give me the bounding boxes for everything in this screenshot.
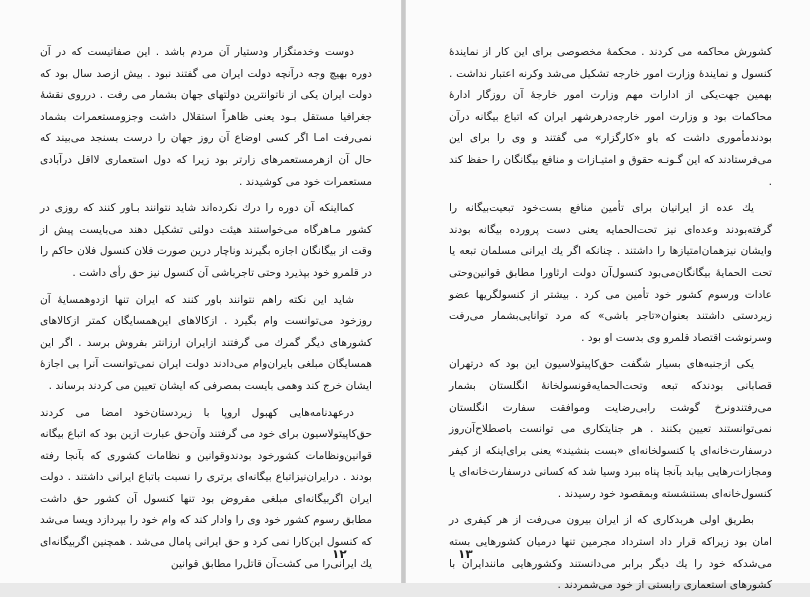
left-page-number: ۱۲ (332, 547, 347, 561)
left-paragraph-1: دوست وخدمتگزار ودستیار آن مردم باشد . این صفاتیست که در آن دوره بهیچ وجه درآنچه دولت ایران می گفتند نبود . بیش ازصد سال بود که دولت ایران یکی از ناتوانترین دولتهای جهان بشمار می رفت . درروی نقشهٔ جغرافیا مستقل بـود یعنی ظاهراً استقلال داشت وجزومستعمرات بشماد نمی‌رفت امـا اگر کسی اوضاع آن روز جهان را درست بسنجد می‌بیند که حال آن ازهرمستعمرهای زارتر بود زیرا که دول استعماری لااقل درآبادی مستعمرات خود می کوشیدند . (40, 46, 372, 188)
right-page (405, 0, 810, 592)
right-paragraph-2: یك عده از ایرانیان برای تأمین منافع بست‌خود تبعیت‌بیگانه را گرفته‌بودند وعده‌ای نیز تحت‌الحمایه یعنی دست پرورده بیگانه بودند وایشان نیزهمان‌امتیازها را داشتند . چنانکه اگر یك ایرانی مسلمان تبعه یا تحت الحمایهٔ بیگانگان‌می‌بود کنسول‌آن دولت ارثاورا مطابق قوانین‌وحتی عادات ورسوم کشور خود تأمین می کرد . بیشتر از کنسولگریها عضو زیردستی داشتند بعنوان«تاجر باشی» که مرد توانایی‌بشمار می‌رفت وسرنوشت اقتصاد قلمرو وی بدست او بود . (449, 202, 772, 344)
left-paragraph-2: کمااینکه آن دوره را درك نکرده‌اند شاید نتوانند بـاور کنند که روزی در کشور مـاهرگاه می‌خواستند هیئت دولتی تشکیل دهند می‌بایست پیش از وقت از بیگانگان اجازه بگیرند وناچار درین صورت فلان کنسول فلان حاکم را در قلمرو خود بپذیرد وحتی تاجرباشی آن کنسول نیز حق رأی داشت . (40, 202, 372, 279)
right-paragraph-1: کشورش محاکمه می کردند . محکمهٔ مخصوصی برای این کار از نمایندهٔ کنسول و نمایندهٔ وزارت امور خارجه تشکیل می‌شد وکرنه اعتبار نداشت . بهمین جهت‌یکی از ادارات مهم وزارت امور خارجهٔ آن روزگار ادارهٔ محاکمات بود و وزارت امور خارجه‌درهرشهر ایران که اتباع بیگانه درآن بودند‌مأموری داشت که باو «کارگزار» می گفتند و وی را برای این می‌فرستادند که این گـونـه حقوق و امتیـازات و منافع بیگانگان را حفظ کند . (449, 46, 772, 188)
right-paragraph-3: یکی ازجنبه‌های بسیار شگفت حق‌کاپیتولاسیون این بود که درتهران قصابانی بودند‌که تبعه وتحت‌الحمایه‌قونسولخانهٔ انگلستان بشمار می‌رفتندونرخ گوشت رابی‌رضایت وموافقت سفارت انگلستان نمی‌توانستند تعیین بکنند . هر جنایتکاری می توانست باصطلاح‌آن‌روز درسفارت‌خانه‌ای یا کنسولخانه‌ای «بست بنشیند» یعنی برای‌اینکه از کیفر ومجازات‌رهایی بیابد بآنجا پناه ببرد وسیا شد که کسانی درسفارت‌خانه‌ای یا کنسول‌خانه‌ای بستنشسته وبمقصود خود رسیدند . (449, 358, 772, 500)
right-page-number: ۱۳ (458, 547, 473, 561)
left-paragraph-4: درعهدنامه‌هایی کهبول اروپا با زیردستان‌خود امضا می کردند حق‌کاپیتولاسیون برای خود می گرفتند وآن‌حق عبارت ازین بود که اتباع بیگانه قوانین‌ونظامات کشور‌خود بودند‌و‌قوانین و نظامات کشوری که بآنجا رفته بودند . درایران‌نیزاتباع بیگانه‌ای برتری را نسبت باتباع ایرانی داشتند . دولت ایران اگربیگانه‌ای مبلغی مقروض بود تنها کنسول آن کشور حق داشت مطابق رسوم کشور خود وی را وادار کند که وام خود را بپردازد ویسا می‌شد که کنسول این‌کارا نمی کرد و حق ایرانی پامال می‌شد . همچنین اگربیگانه‌ای یك ایرانی‌را می کشت‌آن قاتل‌را مطابق قوانین (40, 406, 372, 570)
left-page (0, 0, 402, 583)
right-paragraph-4: بطریق اولی هربدکاری که از ایران بیرون می‌رفت از هر کیفری در امان بود زیراکه قرار داد استرداد مجرمین تنها درمیان کشورهایی بسته می‌شدکه خود را یك دیگر برابر می‌دانستند وکشورهایی مانندایران با کشورهای استعماری رابستی از خود می‌شمردند . (449, 514, 772, 592)
left-paragraph-3: شاید این نکته راهم نتوانند باور کنند که ایران تنها ازدوهمسایهٔ آن روزخود می‌توانست وام بگیرد . ازکالاهای این‌همسایگان کمتر ازکالاهای کشورهای دیگر گمرك می گرفتند ازایران ارزانتر بفروش برسد . اگر این همسایگان مبلغی بایران‌وام می‌دادند دولت ایران نمی‌توانست آنرا بی اجازهٔ ایشان خرج کند وهمی بایست بمصرفی که ایشان تعیین می کردند برساند . (40, 293, 372, 392)
